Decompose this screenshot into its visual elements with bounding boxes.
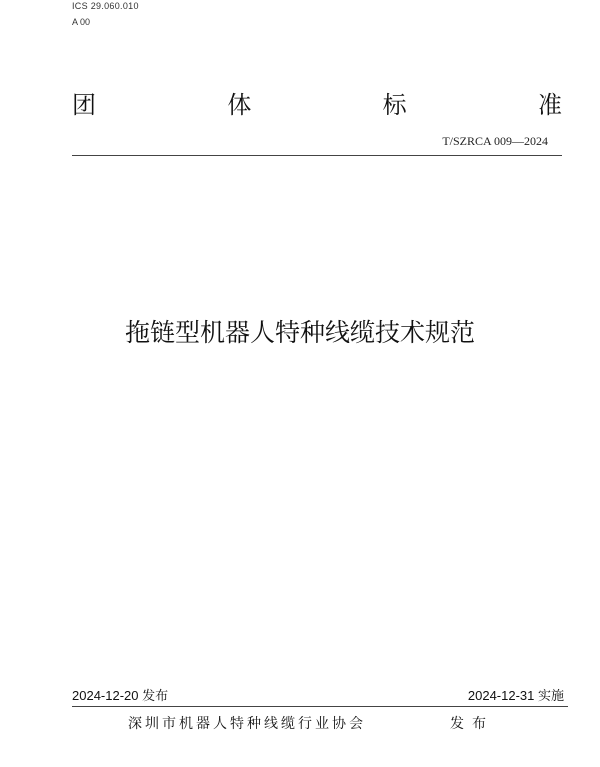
standard-type-char-4: 准 (537, 90, 562, 119)
standard-type-char-1: 团 (72, 90, 96, 119)
bottom-divider (72, 706, 568, 707)
ics-code: ICS 29.060.010 (72, 1, 139, 11)
standard-number: T/SZRCA 009—2024 (442, 134, 548, 148)
implementation-date: 2024-12-31 实施 (467, 688, 564, 703)
standard-type-char-2: 体 (227, 90, 252, 119)
document-title: 拖链型机器人特种线缆技术规范 (124, 318, 475, 347)
ccs-code: A 00 (72, 17, 91, 27)
publisher-name: 深圳市机器人特种线缆行业协会 (128, 716, 366, 732)
standard-type-char-3: 标 (382, 90, 407, 119)
publish-label: 发布 (450, 716, 494, 732)
issue-date: 2024-12-20 发布 (72, 688, 169, 703)
standard-type-heading (72, 86, 562, 118)
top-divider (72, 155, 562, 156)
